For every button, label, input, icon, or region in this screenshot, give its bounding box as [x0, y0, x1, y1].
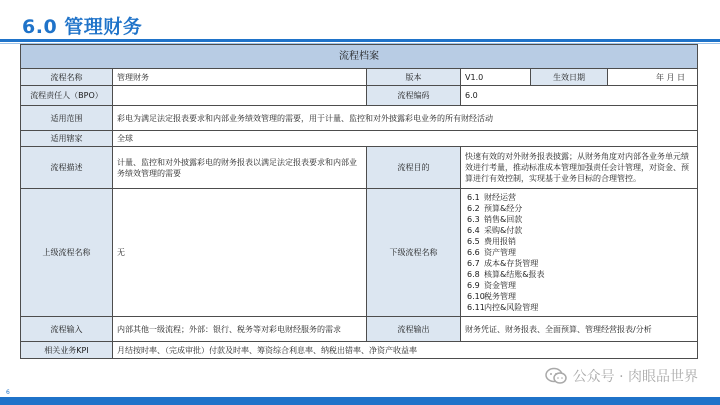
- kpi-label: 相关业务KPI: [21, 342, 113, 359]
- description-label: 流程描述: [21, 147, 113, 189]
- sub-process-item: [467, 203, 693, 214]
- purpose-label: 流程目的: [367, 147, 461, 189]
- sub-process-number: 6.11: [467, 303, 485, 312]
- owner-label: 流程责任人（BPO）: [21, 86, 113, 106]
- page-title: 6.0 管理财务: [22, 16, 143, 38]
- watermark-text: 公众号 · 肉眼品世界: [572, 369, 698, 385]
- parent-process-label: 上级流程名称: [21, 189, 113, 317]
- child-process-list: [461, 189, 698, 317]
- sub-process-name: 成本&存货管理: [484, 259, 539, 268]
- table-row: [21, 69, 698, 86]
- table-row: [21, 342, 698, 359]
- sub-process-number: 6.10: [467, 292, 485, 301]
- parent-process-value: 无: [113, 189, 367, 317]
- kpi-value: 月结按时率、（完成审批）付款及时率、筹资综合利息率、纳税出错率、净资产收益率: [113, 342, 698, 359]
- sub-process-item: [467, 302, 693, 313]
- sub-process-number: 6.1: [467, 193, 480, 202]
- table-row: [21, 189, 698, 317]
- wechat-icon: [545, 367, 567, 385]
- sub-process-number: 6.5: [467, 237, 480, 246]
- effective-date-value: 年 月 日: [608, 69, 698, 86]
- sub-process-number: 6.8: [467, 270, 480, 279]
- sub-process-number: 6.7: [467, 259, 480, 268]
- sub-process-number: 6.9: [467, 281, 480, 290]
- page-number: 6: [6, 389, 10, 396]
- sub-process-item: [467, 225, 693, 236]
- sub-process-name: 采购&付款: [484, 226, 523, 235]
- scope-value: 彩电为满足法定报表要求和内部业务绩效管理的需要，用于计量、监控和对外披露彩电业务的所有财经活动: [113, 106, 698, 131]
- version-value: V1.0: [461, 69, 531, 86]
- sub-process-name: 销售&回款: [484, 215, 523, 224]
- sub-process-item: [467, 258, 693, 269]
- child-process-label: 下级流程名称: [367, 189, 461, 317]
- footer-bar: [0, 397, 720, 405]
- sub-process-name: 财经运营: [484, 193, 516, 202]
- sub-process-item: [467, 214, 693, 225]
- table-row: [21, 86, 698, 106]
- sub-process-list: [465, 192, 693, 313]
- table-row: [21, 147, 698, 189]
- sub-process-name: 税务管理: [484, 292, 516, 301]
- process-name-value: 管理财务: [113, 69, 367, 86]
- sub-process-name: 费用报销: [484, 237, 516, 246]
- process-name-label: 流程名称: [21, 69, 113, 86]
- title-underline: [0, 39, 720, 42]
- table-header-row: [21, 45, 698, 69]
- code-value: 6.0: [461, 86, 698, 106]
- table-header: 流程档案: [21, 45, 698, 69]
- table-row: [21, 106, 698, 131]
- sub-process-item: [467, 192, 693, 203]
- version-label: 版本: [367, 69, 461, 86]
- output-label: 流程输出: [367, 317, 461, 342]
- sub-process-number: 6.3: [467, 215, 480, 224]
- sub-process-name: 核算&结账&报表: [484, 270, 545, 279]
- sub-process-number: 6.4: [467, 226, 480, 235]
- watermark: [545, 366, 698, 386]
- sub-process-name: 资金管理: [484, 281, 516, 290]
- input-label: 流程输入: [21, 317, 113, 342]
- output-value: 财务凭证、财务报表、全面预算、管理经营报表/分析: [461, 317, 698, 342]
- sub-process-number: 6.6: [467, 248, 480, 257]
- owner-value: [113, 86, 367, 106]
- sub-process-item: [467, 291, 693, 302]
- region-value: 全球: [113, 131, 698, 147]
- effective-date-label: 生效日期: [531, 69, 608, 86]
- input-value: 内部其他一级流程；外部：银行、税务等对彩电财经服务的需求: [113, 317, 367, 342]
- table-row: [21, 131, 698, 147]
- sub-process-number: 6.2: [467, 204, 480, 213]
- sub-process-item: [467, 269, 693, 280]
- code-label: 流程编码: [367, 86, 461, 106]
- sub-process-item: [467, 236, 693, 247]
- process-archive-table: [20, 44, 698, 359]
- description-value: 计量、监控和对外披露彩电的财务报表以满足法定报表要求和内部业务绩效管理的需要: [113, 147, 367, 189]
- scope-label: 适用范围: [21, 106, 113, 131]
- table-row: [21, 317, 698, 342]
- region-label: 适用辖家: [21, 131, 113, 147]
- purpose-value: 快速有效的对外财务报表披露；从财务角度对内部各业务单元绩效进行考量，推动标准成本管理加强责任会计管理，对资金、预算进行有效控制，实现基于业务目标的合理管控。: [461, 147, 698, 189]
- sub-process-name: 资产管理: [484, 248, 516, 257]
- sub-process-name: 预算&经分: [484, 204, 523, 213]
- sub-process-name: 内控&风险管理: [484, 303, 539, 312]
- sub-process-item: [467, 280, 693, 291]
- sub-process-item: [467, 247, 693, 258]
